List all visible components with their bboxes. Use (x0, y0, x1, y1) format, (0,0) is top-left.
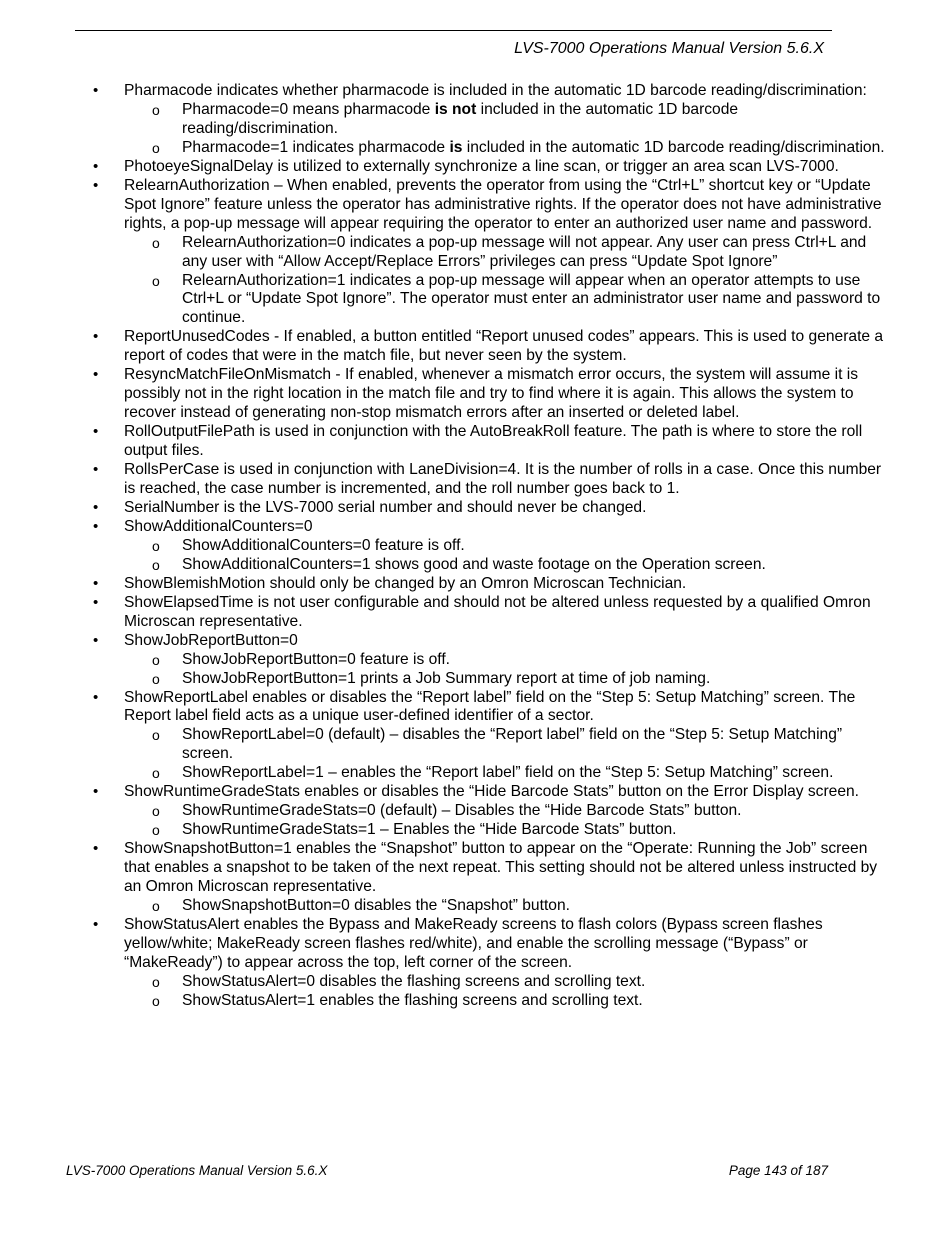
sub-list (124, 802, 893, 840)
bullet-icon: • (93, 461, 99, 479)
sub-list-item (152, 669, 893, 689)
sub-bullet-icon: o (152, 101, 160, 118)
sub-item-text-continued: included in the automatic 1D barcode reading/discrimination. (462, 138, 885, 156)
bullet-icon: • (93, 366, 99, 384)
sub-list (124, 726, 893, 783)
sub-item-text-continued: included in the automatic 1D barcode reading/discrimination. (182, 100, 739, 137)
emphasis-text: is not (434, 100, 477, 118)
list-item (93, 158, 893, 177)
page-footer (66, 1163, 828, 1183)
sub-bullet-icon: o (152, 670, 160, 687)
list-item (93, 916, 893, 1011)
list-item (93, 461, 893, 499)
list-item-text: ShowReportLabel enables or disables the “Report label” field on the “Step 5: Setup Matching” screen. The Report label field acts as a unique user-defined identifier of a sector. (124, 688, 856, 725)
bullet-icon: • (93, 423, 99, 441)
bullet-icon: • (93, 783, 99, 801)
sub-list-item (152, 138, 893, 158)
sub-item-text: ShowAdditionalCounters=0 feature is off. (182, 536, 465, 554)
sub-list (124, 973, 893, 1011)
list-item (93, 82, 893, 158)
bullet-icon: • (93, 328, 99, 346)
list-item (93, 689, 893, 784)
list-item-text: ShowSnapshotButton=1 enables the “Snapshot” button to appear on the “Operate: Running the Job” screen that enables a snapshot to be taken of the next repeat. This setting should not be altered unless instructed by an Omron Microscan representative. (124, 840, 878, 896)
sub-bullet-icon: o (152, 139, 160, 156)
sub-list (124, 234, 893, 329)
header-title: LVS-7000 Operations Manual Version 5.6.X (514, 40, 824, 57)
sub-list-item (152, 555, 893, 575)
sub-list-item (152, 271, 893, 329)
list-item-text: PhotoeyeSignalDelay is utilized to externally synchronize a line scan, or trigger an area scan LVS-7000. (124, 157, 839, 175)
bullet-icon: • (93, 593, 99, 611)
list-item (93, 840, 893, 916)
sub-list-item (152, 821, 893, 840)
sub-item-text: ShowReportLabel=1 – enables the “Report label” field on the “Step 5: Setup Matching” screen. (182, 764, 834, 782)
list-item (93, 499, 893, 518)
sub-list-item (152, 536, 893, 556)
sub-bullet-icon: o (152, 973, 160, 990)
sub-item-text: ShowStatusAlert=1 enables the flashing screens and scrolling text. (182, 991, 643, 1009)
sub-list-item (152, 896, 893, 916)
sub-list-item (152, 764, 893, 783)
list-item-text: ShowStatusAlert enables the Bypass and MakeReady screens to flash colors (Bypass screen flashes yellow/white; MakeReady screen flashes red/white), and enable the scrolling message (“Bypass” or “MakeReady”) to appear across the top, left corner of the screen. (124, 915, 823, 971)
emphasis-text: is (449, 138, 463, 156)
bullet-icon: • (93, 176, 99, 194)
bullet-icon: • (93, 574, 99, 592)
list-item-text: RelearnAuthorization – When enabled, prevents the operator from using the “Ctrl+L” shortcut key or “Update Spot Ignore” feature unless the operator has administrative rights. If the operator does not have administrative rights, a pop-up message will appear requiring the operator to enter an authorized user name and password. (124, 176, 882, 232)
list-item-text: RollOutputFilePath is used in conjunction with the AutoBreakRoll feature. The path is where to store the roll output files. (124, 423, 863, 460)
sub-bullet-icon: o (152, 992, 160, 1009)
sub-bullet-icon: o (152, 803, 160, 820)
bullet-list (93, 82, 893, 1011)
sub-list (124, 651, 893, 689)
sub-bullet-icon: o (152, 765, 160, 782)
sub-item-text: RelearnAuthorization=1 indicates a pop-up message will appear when an operator attempts to use Ctrl+L or “Update Spot Ignore”. The operator must enter an administrator user name and password to continue. (182, 271, 881, 327)
list-item-text: Pharmacode indicates whether pharmacode is included in the automatic 1D barcode reading/discrimination: (124, 82, 867, 99)
sub-list-item (152, 100, 893, 139)
sub-list-item (152, 233, 893, 272)
sub-bullet-icon: o (152, 727, 160, 744)
bullet-icon: • (93, 82, 99, 99)
page-number: Page 143 of 187 (728, 1163, 828, 1178)
list-item (93, 177, 893, 329)
list-item (93, 783, 893, 840)
list-item-text: ShowBlemishMotion should only be changed by an Omron Microscan Technician. (124, 574, 687, 592)
sub-bullet-icon: o (152, 272, 160, 289)
document-body (93, 82, 893, 1011)
sub-list-item (152, 802, 893, 821)
bullet-icon: • (93, 840, 99, 858)
page-header (75, 0, 832, 62)
sub-bullet-icon: o (152, 897, 160, 914)
sub-item-text: Pharmacode=0 means pharmacode (182, 100, 435, 118)
list-item (93, 366, 893, 423)
list-item (93, 328, 893, 366)
list-item (93, 423, 893, 461)
list-item-text: ShowAdditionalCounters=0 (124, 517, 313, 535)
sub-bullet-icon: o (152, 234, 160, 251)
list-item-text: SerialNumber is the LVS-7000 serial number and should never be changed. (124, 498, 647, 516)
list-item-text: ShowElapsedTime is not user configurable and should not be altered unless requested by a qualified Omron Microscan representative. (124, 593, 871, 630)
sub-bullet-icon: o (152, 651, 160, 668)
sub-item-text: ShowRuntimeGradeStats=1 – Enables the “Hide Barcode Stats” button. (182, 821, 677, 839)
sub-list-item (152, 972, 893, 992)
list-item-text: ShowJobReportButton=0 (124, 631, 298, 649)
list-item-text: ReportUnusedCodes - If enabled, a button entitled “Report unused codes” appears. This is used to generate a report of codes that were in the match file, but never seen by the system. (124, 328, 884, 365)
bullet-icon: • (93, 688, 99, 706)
bullet-icon: • (93, 498, 99, 516)
list-item (93, 632, 893, 689)
bullet-icon: • (93, 631, 99, 649)
bullet-icon: • (93, 915, 99, 933)
sub-item-text: ShowRuntimeGradeStats=0 (default) – Disables the “Hide Barcode Stats” button. (182, 802, 742, 820)
sub-item-text: ShowSnapshotButton=0 disables the “Snapshot” button. (182, 896, 570, 914)
bullet-icon: • (93, 157, 99, 175)
sub-list-item (152, 991, 893, 1011)
list-item (93, 594, 893, 632)
sub-list-item (152, 650, 893, 670)
sub-list-item (152, 726, 893, 764)
sub-bullet-icon: o (152, 556, 160, 573)
list-item (93, 575, 893, 594)
list-item (93, 518, 893, 575)
list-item-text: RollsPerCase is used in conjunction with LaneDivision=4. It is the number of rolls in a case. Once this number is reached, the case number is incremented, and the roll number goes back to 1. (124, 461, 882, 498)
bullet-icon: • (93, 517, 99, 535)
sub-item-text: ShowStatusAlert=0 disables the flashing screens and scrolling text. (182, 972, 646, 990)
sub-item-text: RelearnAuthorization=0 indicates a pop-up message will not appear. Any user can press Ctrl+L and any user with “Allow Accept/Replace Errors” privileges can press “Update Spot Ignore” (182, 233, 867, 270)
sub-item-text: ShowJobReportButton=0 feature is off. (182, 650, 451, 668)
sub-item-text: ShowAdditionalCounters=1 shows good and waste footage on the Operation screen. (182, 555, 766, 573)
footer-title: LVS-7000 Operations Manual Version 5.6.X (66, 1163, 328, 1178)
sub-bullet-icon: o (152, 822, 160, 839)
sub-list (124, 537, 893, 575)
list-item-text: ShowRuntimeGradeStats enables or disables the “Hide Barcode Stats” button on the Error Display screen. (124, 783, 860, 801)
list-item-text: ResyncMatchFileOnMismatch - If enabled, whenever a mismatch error occurs, the system will assume it is possibly not in the right location in the match file and try to find where it is again. This allows the system to recover instead of generating non-stop mismatch errors after an inserted or deleted label. (124, 366, 859, 422)
sub-list (124, 897, 893, 916)
sub-item-text: Pharmacode=1 indicates pharmacode (182, 138, 450, 156)
sub-item-text: ShowJobReportButton=1 prints a Job Summary report at time of job naming. (182, 669, 711, 687)
sub-list (124, 101, 893, 158)
sub-bullet-icon: o (152, 537, 160, 554)
header-rule (75, 30, 832, 31)
sub-item-text: ShowReportLabel=0 (default) – disables the “Report label” field on the “Step 5: Setup Matching” screen. (182, 726, 843, 763)
